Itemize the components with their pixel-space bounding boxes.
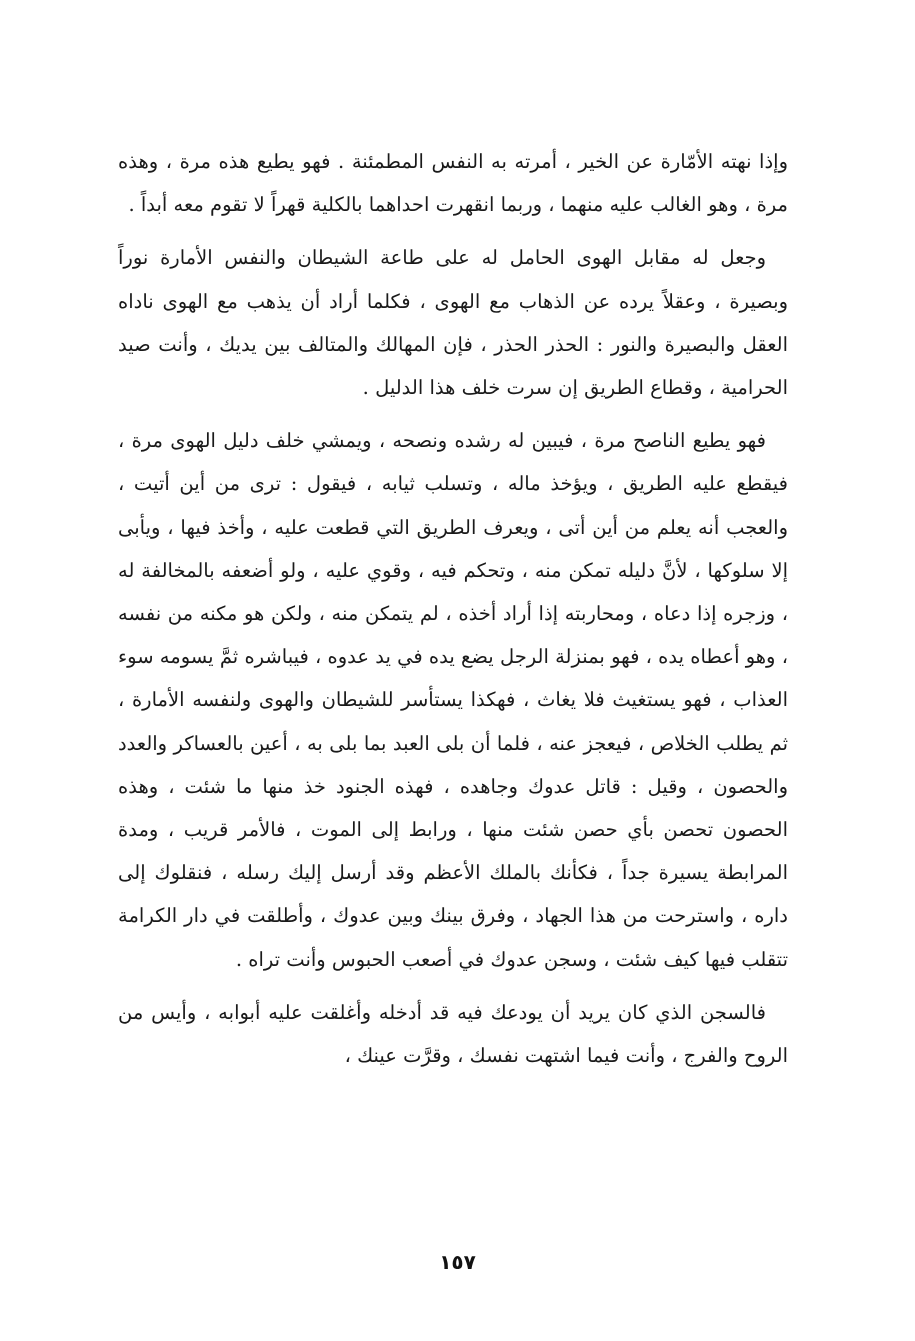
body-text <box>118 140 788 1077</box>
page-number: ١٥٧ <box>439 1250 476 1274</box>
paragraph-1: وإذا نهته الأمّارة عن الخير ، أمرته به النفس المطمئنة . فهو يطيع هذه مرة ، وهذه مرة ، وهو الغالب عليه منهما ، وربما انقهرت احداهما بالكلية قهراً لا تقوم معه أبداً . <box>118 150 788 217</box>
paragraph-2: وجعل له مقابل الهوى الحامل له على طاعة الشيطان والنفس الأمارة نوراً وبصيرة ، وعقلاً يرده عن الذهاب مع الهوى ، فكلما أراد أن يذهب مع الهوى ناداه العقل والبصيرة والنور : الحذر الحذر ، فإن المهالك والمتالف بين يديك ، وأنت صيد الحرامية ، وقطاع الطريق إن سرت خلف هذا الدليل . <box>118 246 788 400</box>
paragraph-3: فهو يطيع الناصح مرة ، فيبين له رشده ونصحه ، ويمشي خلف دليل الهوى مرة ، فيقطع عليه الطريق ، ويؤخذ ماله ، وتسلب ثيابه ، فيقول : ترى من أين أتيت ، والعجب أنه يعلم من أين أتى ، ويعرف الطريق التي قطعت عليه ، وأخذ فيها ، ويأبى إلا سلوكها ، لأنَّ دليله تمكن منه ، وتحكم فيه ، وقوي عليه ، ولو أضعفه بالمخالفة له ، وزجره إذا دعاه ، ومحاربته إذا أراد أخذه ، لم يتمكن منه ، ولكن هو مكنه من نفسه ، وهو أعطاه يده ، فهو بمنزلة الرجل يضع يده في يد عدوه ، فيباشره ثمَّ يسومه سوء العذاب ، فهو يستغيث فلا يغاث ، فهكذا يستأسر للشيطان والهوى ولنفسه الأمارة ، ثم يطلب الخلاص ، فيعجز عنه ، فلما أن بلى العبد بما بلى به ، أعين بالعساكر والعدد والحصون ، وقيل : قاتل عدوك وجاهده ، فهذه الجنود خذ منها ما شئت ، وهذه الحصون تحصن بأي حصن شئت منها ، ورابط إلى الموت ، فالأمر قريب ، ومدة المرابطة يسيرة جداً ، فكأنك بالملك الأعظم وقد أرسل إليك رسله ، فنقلوك إلى داره ، واسترحت من هذا الجهاد ، وفرق بينك وبين عدوك ، وأطلقت في دار الكرامة تتقلب فيها كيف شئت ، وسجن عدوك في أصعب الحبوس وأنت تراه . <box>118 429 788 971</box>
paragraph-4: فالسجن الذي كان يريد أن يودعك فيه قد أدخله وأغلقت عليه أبوابه ، وأيس من الروح والفرج ، وأنت فيما اشتهت نفسك ، وقرَّت عينك ، <box>118 1000 788 1068</box>
